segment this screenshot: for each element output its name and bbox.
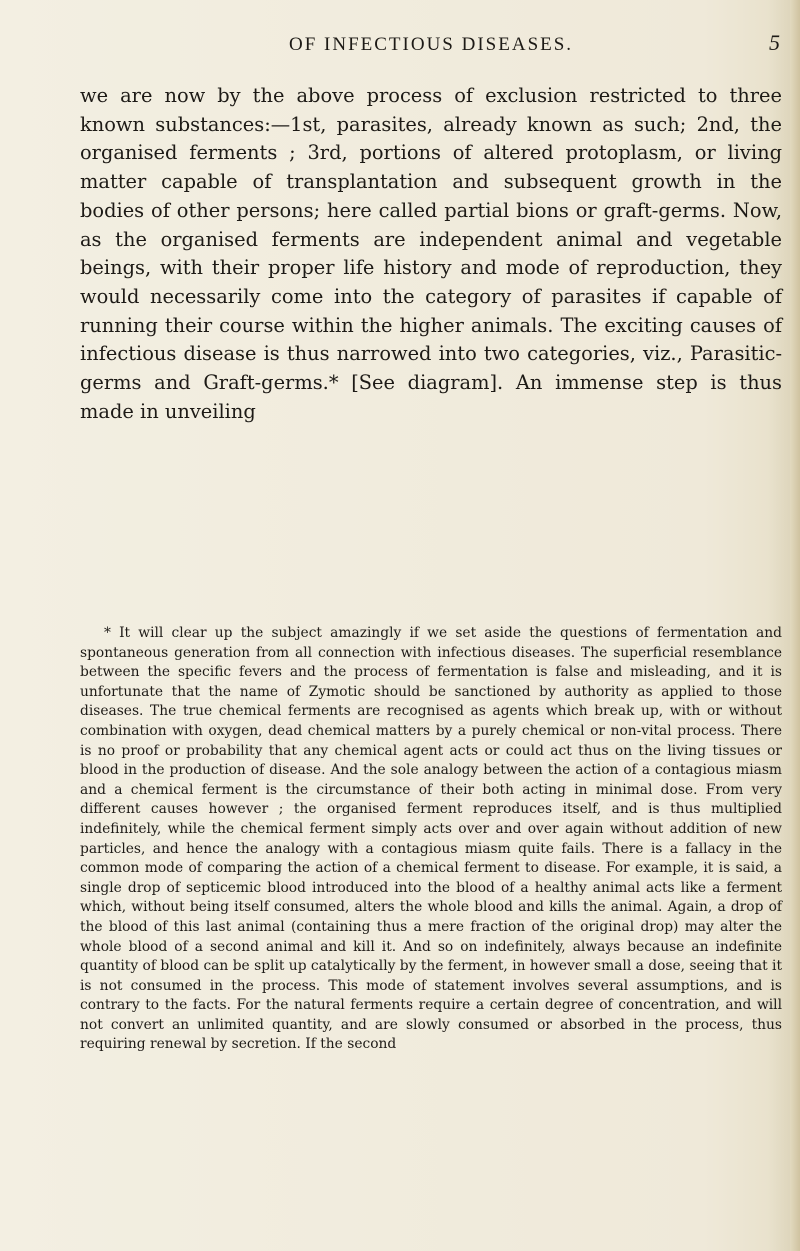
footnote: [80, 624, 782, 1055]
footnote-text: * It will clear up the subject amazingly if we set aside the questions of fermentation and spontaneous generation from all connection with infectious diseases. The superficial resemblance between the specific fevers and the process of fermentation is false and misleading, and it is unfortunate that the name of Zymotic should be sanctioned by authority as applied to those diseases. The true chemical ferments are recognised as agents which break up, with or without combination with oxygen, dead chemical matters by a purely chemical or non-vital process. There is no proof or probability that any chemical agent acts or could act thus on the living tissues or blood in the production of disease. And the sole analogy between the action of a contagious miasm and a chemical ferment is the circumstance of their both acting in minimal dose. From very different causes however ; the organised ferment reproduces itself, and is thus multiplied indefinitely, while the chemical ferment simply acts over and over again without addition of new particles, and hence the analogy with a contagious miasm quite fails. There is a fallacy in the common mode of comparing the action of a chemical ferment to disease. For example, it is said, a single drop of septicemic blood introduced into the blood of a healthy animal acts like a ferment which, without being itself consumed, alters the whole blood and kills the animal. Again, a drop of the blood of this last animal (containing thus a mere fraction of the original drop) may alter the whole blood of a second animal and kill it. And so on indefinitely, always because an indefinite quantity of blood can be split up catalytically by the ferment, in however small a dose, seeing that it is not consumed in the process. This mode of statement involves several assumptions, and is contrary to the facts. For the natural ferments require a certain degree of concentration, and will not convert an unlimited quantity, and are slowly consumed or absorbed in the process, thus requiring renewal by secretion. If the second: [80, 625, 782, 1053]
page-number: 5: [769, 30, 780, 55]
page-edge: [790, 0, 800, 1251]
running-title: OF INFECTIOUS DISEASES.: [289, 34, 574, 55]
main-text: [80, 82, 782, 426]
body-paragraph: we are now by the above process of exclusion restricted to three known substances:—1st, parasites, already known as such; 2nd, the organised ferments ; 3rd, portions of altered protoplasm, or living matter capable of transplantation and subsequent growth in the bodies of other persons; here called partial bions or graft-germs. Now, as the organised ferments are independent animal and vegetable beings, with their proper life history and mode of reproduction, they would necessarily come into the category of parasites if capable of running their course within the higher animals. The exciting causes of infectious disease is thus narrowed into two categories, viz., Parasitic-germs and Graft-germs.* [See diagram]. An immense step is thus made in unveiling: [80, 84, 782, 423]
page-header: [80, 30, 800, 64]
